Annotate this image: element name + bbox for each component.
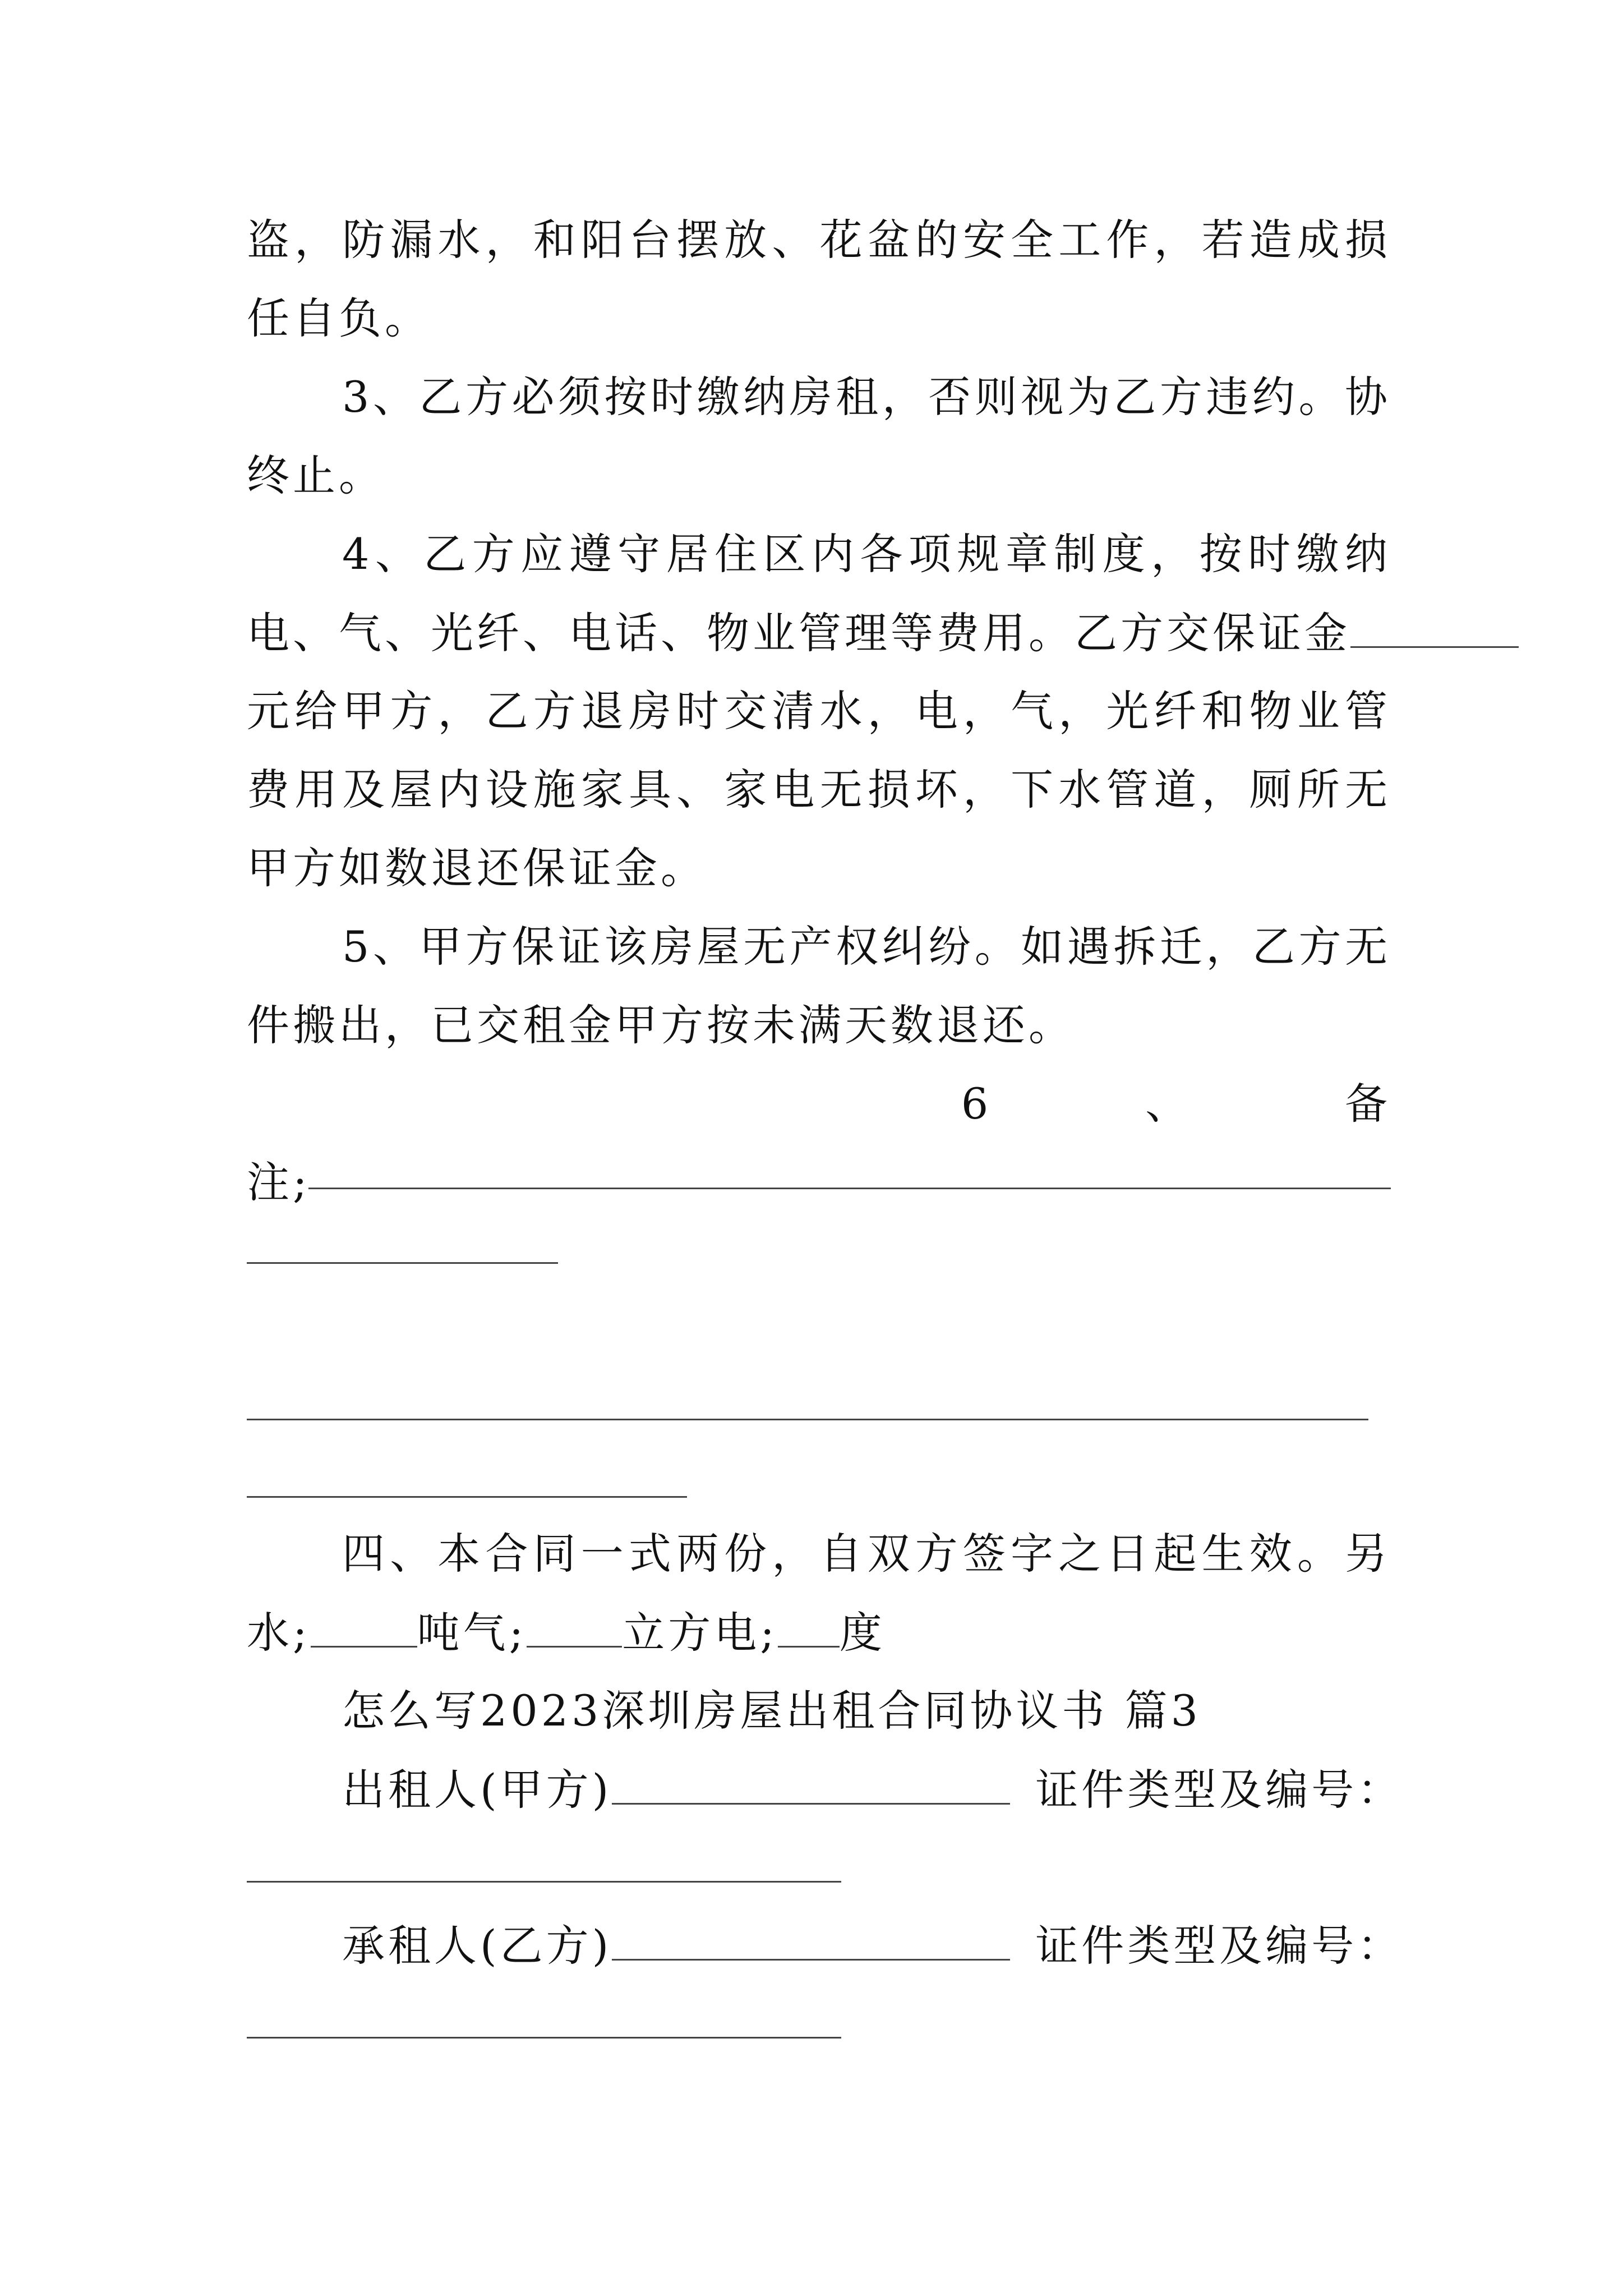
electricity-label: 立方电; <box>622 1608 778 1658</box>
remarks-blank-4[interactable] <box>247 1496 687 1498</box>
lessee-name-blank[interactable] <box>612 1917 1010 1961</box>
clause-6-line <box>247 1076 1391 1132</box>
paragraph-line: 终止。 <box>247 450 385 500</box>
electricity-reading-blank[interactable] <box>778 1604 840 1648</box>
clause-4-line: 4、乙方应遵守居住区内各项规章制度，按时缴纳 <box>342 529 1391 579</box>
meter-readings-line <box>247 1604 1391 1661</box>
section-4-line: 四、本合同一式两份，自双方签字之日起生效。另 <box>342 1529 1391 1579</box>
clause-6-number: 6 <box>961 1079 992 1129</box>
electricity-unit: 度 <box>839 1608 886 1658</box>
gas-reading-blank[interactable] <box>527 1604 622 1648</box>
lessor-label: 出租人(甲方) <box>342 1765 612 1815</box>
lessor-id-label: 证件类型及编号： <box>1035 1765 1404 1815</box>
water-reading-blank[interactable] <box>311 1604 417 1648</box>
paragraph-line: 甲方如数退还保证金。 <box>247 843 707 893</box>
clause-6-label: 备 <box>1344 1079 1391 1129</box>
clause-3-line: 3、乙方必须按时缴纳房租，否则视为乙方违约。协 <box>342 372 1391 422</box>
paragraph-line: 件搬出，已交租金甲方按未满天数退还。 <box>247 1000 1075 1050</box>
remarks-blank-2[interactable] <box>247 1262 558 1264</box>
clause-5-line: 5、甲方保证该房屋无产权纠纷。如遇拆迁，乙方无 <box>342 922 1391 972</box>
lessee-label: 承租人(乙方) <box>342 1921 612 1971</box>
lessee-id-blank[interactable] <box>247 2037 841 2039</box>
lessee-id-label: 证件类型及编号： <box>1035 1921 1404 1971</box>
lessor-name-blank[interactable] <box>612 1761 1010 1805</box>
lessor-line <box>247 1761 1404 1818</box>
remarks-blank-1[interactable] <box>308 1188 1391 1189</box>
remarks-blank-3[interactable] <box>247 1419 1368 1420</box>
lessor-id-blank[interactable] <box>247 1881 841 1883</box>
section-heading: 怎么写2023深圳房屋出租合同协议书 篇3 <box>342 1686 1201 1736</box>
paragraph-line: 任自负。 <box>247 293 431 343</box>
water-label: 水; <box>247 1608 311 1658</box>
paragraph-text: 电、气、光纤、电话、物业管理等费用。乙方交保证金 <box>247 608 1350 658</box>
paragraph-line: 盗，防漏水，和阳台摆放、花盆的安全工作，若造成损 <box>247 215 1391 265</box>
remarks-line <box>247 1154 1391 1211</box>
gas-label: 吨气; <box>417 1608 527 1658</box>
paragraph-line: 费用及屋内设施家具、家电无损坏，下水管道，厕所无 <box>247 765 1391 815</box>
lessee-line <box>247 1917 1404 1974</box>
deposit-line <box>247 605 1391 661</box>
paragraph-line: 元给甲方，乙方退房时交清水，电，气，光纤和物业管 <box>247 686 1391 736</box>
remarks-label: 注; <box>247 1157 311 1207</box>
deposit-amount-blank[interactable] <box>1350 605 1519 648</box>
clause-6-separator: 、 <box>1145 1079 1192 1129</box>
